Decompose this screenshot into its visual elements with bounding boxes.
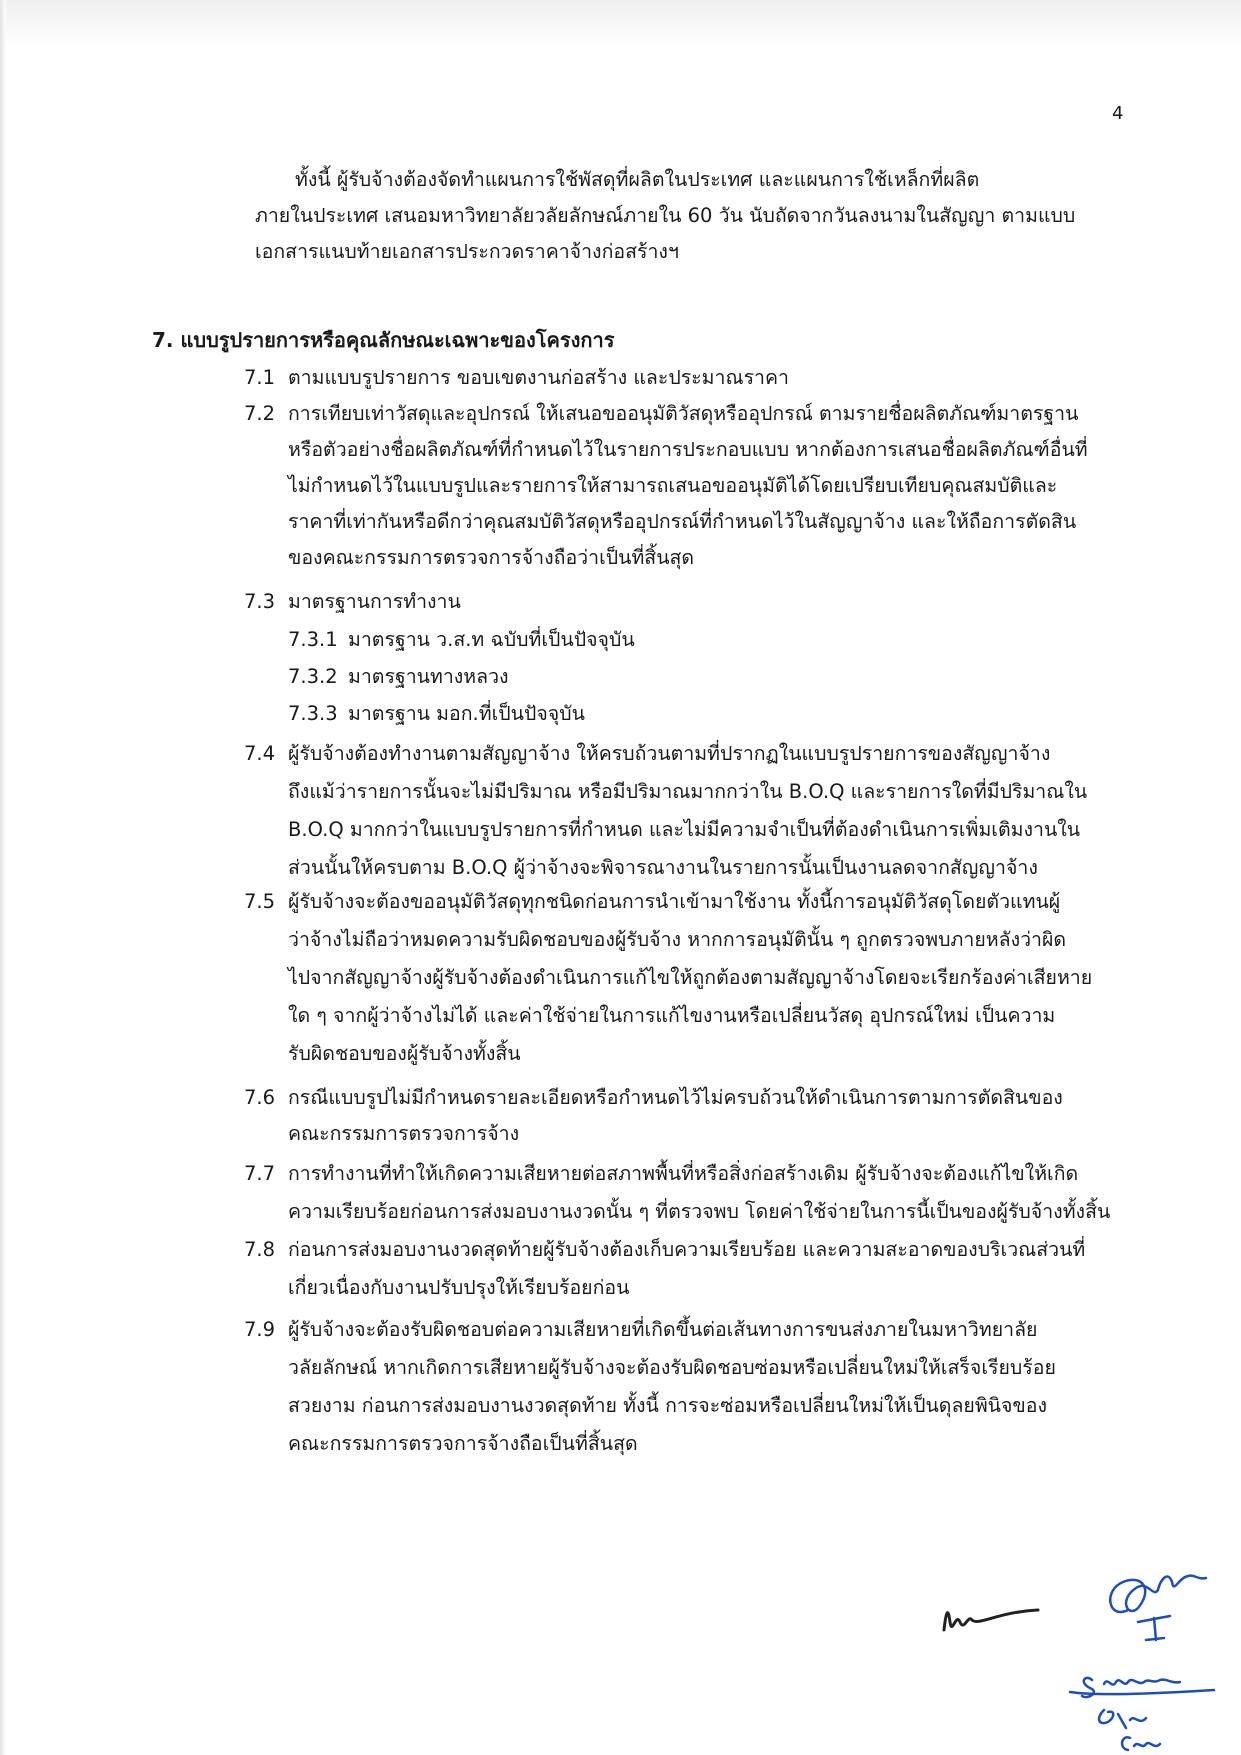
item-text-continued: ความเรียบร้อยก่อนการส่งมอบงานงวดนั้น ๆ ที่ตรวจพบ โดยค่าใช้จ่ายในการนี้เป็นของผู้รับจ้างทั้งสิ้น — [288, 1200, 1111, 1223]
item-text-continued: หรือตัวอย่างชื่อผลิตภัณฑ์ที่กำหนดไว้ในรายการประกอบแบบ หากต้องการเสนอชื่อผลิตภัณฑ์อื่นที่ — [288, 438, 1088, 461]
item-number: 7.4 — [244, 742, 276, 765]
item-number: 7.7 — [244, 1162, 276, 1185]
item-text-continued: ราคาที่เท่ากันหรือดีกว่าคุณสมบัติวัสดุหรืออุปกรณ์ที่กำหนดไว้ในสัญญาจ้าง และให้ถือการตัดสิน — [288, 510, 1077, 533]
subitem-7-3-3 — [288, 696, 585, 732]
item-text: ก่อนการส่งมอบงานงวดสุดท้ายผู้รับจ้างต้องเก็บความเรียบร้อย และความสะอาดของบริเวณส่วนที่ — [288, 1238, 1086, 1261]
list-item-7-8 — [244, 1232, 1085, 1268]
item-text-continued: วลัยลักษณ์ หากเกิดการเสียหายผู้รับจ้างจะต้องรับผิดชอบซ่อมหรือเปลี่ยนใหม่ให้เสร็จเรียบร้อย — [288, 1356, 1056, 1379]
subitem-number: 7.3.2 — [288, 665, 338, 688]
subitem-text: มาตรฐาน มอก.ที่เป็นปัจจุบัน — [348, 702, 585, 725]
item-text-continued: คณะกรรมการตรวจการจ้าง — [288, 1122, 520, 1145]
item-text-continued: ส่วนนั้นให้ครบตาม B.O.Q ผู้ว่าจ้างจะพิจารณางานในรายการนั้นเป็นงานลดจากสัญญาจ้าง — [288, 856, 1038, 879]
list-item-7-2 — [244, 396, 1078, 432]
list-item-7-7 — [244, 1156, 1078, 1192]
item-text: ผู้รับจ้างต้องทำงานตามสัญญาจ้าง ให้ครบถ้วนตามที่ปรากฏในแบบรูปรายการของสัญญาจ้าง — [288, 742, 1051, 765]
item-text-continued: ถึงแม้ว่ารายการนั้นจะไม่มีปริมาณ หรือมีปริมาณมากกว่าใน B.O.Q และรายการใดที่มีปริมาณใน — [288, 780, 1088, 803]
intro-paragraph — [255, 162, 1125, 270]
item-text: กรณีแบบรูปไม่มีกำหนดรายละเอียดหรือกำหนดไว้ไม่ครบถ้วนให้ดำเนินการตามการตัดสินของ — [288, 1086, 1063, 1109]
item-text-continued: ไม่กำหนดไว้ในแบบรูปและรายการให้สามารถเสนอขออนุมัติได้โดยเปรียบเทียบคุณสมบัติและ — [288, 474, 1058, 497]
item-text: ผู้รับจ้างจะต้องรับผิดชอบต่อความเสียหายที่เกิดขึ้นต่อเส้นทางการขนส่งภายในมหาวิทยาลัย — [288, 1318, 1038, 1341]
page-number: 4 — [1112, 103, 1124, 124]
item-number: 7.8 — [244, 1238, 276, 1261]
subitem-text: มาตรฐานทางหลวง — [348, 665, 509, 688]
item-text: ตามแบบรูปรายการ ขอบเขตงานก่อสร้าง และประมาณราคา — [288, 366, 789, 389]
item-text: มาตรฐานการทำงาน — [288, 590, 461, 613]
list-item-7-1 — [244, 360, 789, 396]
subitem-number: 7.3.3 — [288, 702, 338, 725]
item-text-continued: ว่าจ้างไม่ถือว่าหมดความรับผิดชอบของผู้รับจ้าง หากการอนุมัตินั้น ๆ ถูกตรวจพบภายหลังว่าผิด — [288, 928, 1067, 951]
intro-line: ทั้งนี้ ผู้รับจ้างต้องจัดทำแผนการใช้พัสดุที่ผลิตในประเทศ และแผนการใช้เหล็กที่ผลิต — [295, 168, 980, 191]
item-text-continued: B.O.Q มากกว่าในแบบรูปรายการที่กำหนด และไม่มีความจำเป็นที่ต้องดำเนินการเพิ่มเติมงานใน — [288, 818, 1081, 841]
item-text: การทำงานที่ทำให้เกิดความเสียหายต่อสภาพพื้นที่หรือสิ่งก่อสร้างเดิม ผู้รับจ้างจะต้องแก้ไขให้เกิด — [288, 1162, 1079, 1185]
item-number: 7.1 — [244, 366, 276, 389]
item-text-continued: สวยงาม ก่อนการส่งมอบงานงวดสุดท้าย ทั้งนี้ การจะซ่อมหรือเปลี่ยนใหม่ให้เป็นดุลยพินิจของ — [288, 1394, 1047, 1417]
item-number: 7.5 — [244, 890, 276, 913]
item-text-continued: เกี่ยวเนื่องกับงานปรับปรุงให้เรียบร้อยก่อน — [288, 1276, 630, 1299]
list-item-7-6 — [244, 1080, 1063, 1116]
scan-left-edge — [0, 0, 6, 1755]
list-item-7-3 — [244, 584, 461, 620]
intro-line: เอกสารแนบท้ายเอกสารประกวดราคาจ้างก่อสร้างฯ — [255, 240, 679, 263]
item-text-continued: ไปจากสัญญาจ้างผู้รับจ้างต้องดำเนินการแก้ไขให้ถูกต้องตามสัญญาจ้างโดยจะเรียกร้องค่าเสียหาย — [288, 966, 1093, 989]
intro-line: ภายในประเทศ เสนอมหาวิทยาลัยวลัยลักษณ์ภายใน 60 วัน นับถัดจากวันลงนามในสัญญา ตามแบบ — [255, 204, 1076, 227]
subitem-7-3-2 — [288, 659, 509, 695]
blue-signature-top — [1098, 1560, 1213, 1650]
list-item-7-4 — [244, 736, 1050, 772]
list-item-7-9 — [244, 1312, 1037, 1348]
item-text-continued: ใด ๆ จากผู้ว่าจ้างไม่ได้ และค่าใช้จ่ายในการแก้ไขงานหรือเปลี่ยนวัสดุ อุปกรณ์ใหม่ เป็นความ — [288, 1004, 1056, 1027]
scan-top-edge — [0, 0, 1241, 48]
subitem-number: 7.3.1 — [288, 628, 338, 651]
section-heading: 7. แบบรูปรายการหรือคุณลักษณะเฉพาะของโครงการ — [152, 328, 615, 352]
item-text-continued: ของคณะกรรมการตรวจการจ้างถือว่าเป็นที่สิ้นสุด — [288, 546, 695, 569]
item-text: การเทียบเท่าวัสดุและอุปกรณ์ ให้เสนอขออนุมัติวัสดุหรืออุปกรณ์ ตามรายชื่อผลิตภัณฑ์มาตรฐาน — [288, 402, 1079, 425]
blue-signature-bottom — [1068, 1660, 1218, 1755]
list-item-7-5 — [244, 884, 1060, 920]
black-signature — [938, 1592, 1048, 1642]
subitem-7-3-1 — [288, 622, 635, 658]
item-text-continued: รับผิดชอบของผู้รับจ้างทั้งสิ้น — [288, 1042, 521, 1065]
item-number: 7.3 — [244, 590, 276, 613]
item-text-continued: คณะกรรมการตรวจการจ้างถือเป็นที่สิ้นสุด — [288, 1432, 638, 1455]
item-number: 7.2 — [244, 402, 276, 425]
subitem-text: มาตรฐาน ว.ส.ท ฉบับที่เป็นปัจจุบัน — [348, 628, 635, 651]
item-number: 7.6 — [244, 1086, 276, 1109]
item-number: 7.9 — [244, 1318, 276, 1341]
item-text: ผู้รับจ้างจะต้องขออนุมัติวัสดุทุกชนิดก่อนการนำเข้ามาใช้งาน ทั้งนี้การอนุมัติวัสดุโดยตัวแทนผู้ — [288, 890, 1061, 913]
